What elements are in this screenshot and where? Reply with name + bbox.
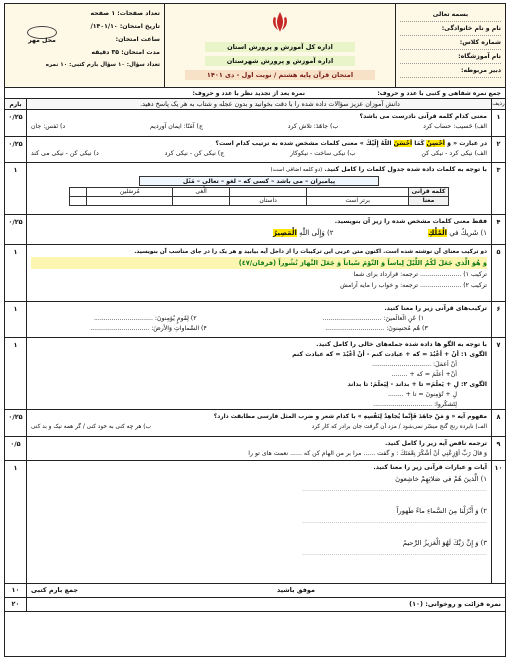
translation-line[interactable]: وَ قالَ رَبِّ أَوْزِعْنِي أَنْ أَشْكُرَ نِعْمَتَكَ : و گفت ...... مرا بر من الهام کن که ...... نعمت های تو را [248, 450, 487, 457]
question-text: فقط معنی کلمات مشخص شده را زیر آن بنویسید. [334, 218, 487, 225]
options-row [31, 122, 487, 132]
question-7 [5, 338, 505, 410]
option-d[interactable]: د) نَفس: جان [31, 123, 66, 130]
question-8 [5, 410, 505, 437]
question-count: تعداد سؤال: ۱۰ سؤال بارم کتبی: ۱۰ نمره [45, 62, 160, 68]
question-text: آیات و عبارات قرآنی زیر را معنا کنید. [373, 464, 487, 471]
question-text: دو ترکیب معنای آن نوشته شده است. اکنون متن عربی این ترکیبات را از داخل آیه بیابید و هر یک را در جای مناسب آن بنویسید. [134, 249, 487, 255]
phrase-b: ۲) وَإِلَى اللَّهِ الْمَصِيرُ [273, 229, 334, 237]
exam-date: تاریخ امتحان: ۱۴۰۱/۱۰/ [90, 23, 160, 30]
question-text: ترجمه ناقص آیه زیر را کامل کنید. [384, 440, 487, 447]
index-header: ردیف [491, 99, 505, 110]
combination-2[interactable]: ترکیب ۲) ..................... ترجمه: و خواب را مایه آرامش [340, 282, 487, 289]
word-table [69, 187, 449, 206]
option-b[interactable]: ب) جاهَدَ: تلاش کرد [287, 123, 339, 130]
class-field: شماره کلاس: [400, 36, 501, 50]
table-cell[interactable] [70, 188, 87, 197]
table-cell: ألْغی [173, 188, 230, 197]
question-score: ۱ [5, 302, 27, 337]
exam-sheet [4, 3, 506, 657]
phrase-row [31, 227, 487, 240]
table-cell[interactable] [173, 197, 230, 206]
answer-line[interactable]: .............................................................................................. [302, 486, 487, 493]
question-number: ۱ [491, 110, 505, 136]
exam-duration: مدت امتحان: ۳۵ دقیقه [91, 49, 160, 56]
column-header [5, 99, 505, 110]
question-number: ۶ [491, 302, 505, 337]
question-text: در عبارت « وَ أَحْسِنْ كَمَا أَحْسَنَ اللَّهُ إِلَيْكَ » معنی کلمات مشخص شده به ترتیب کدام است؟ [215, 140, 487, 147]
question-text: ترکیب‌های قرآنی زیر را معنا کنید. [384, 305, 487, 312]
item-1[interactable]: ۱) عَنِ الْعالَمينَ: .............................. [322, 315, 425, 322]
barem-header: بارم [5, 99, 27, 110]
verse-3: ۳) وَ إِنَّ رَبَّكَ لَهُوَ الْعَزيزُ الرَّحيمُ [402, 539, 487, 547]
oral-score-value: ۲۰ [5, 598, 27, 611]
pages-count: تعداد صفحات: ۱ صفحه [90, 10, 160, 17]
question-9 [5, 437, 505, 461]
school-field: نام آموزشگاه: [400, 50, 501, 64]
table-cell[interactable] [87, 197, 173, 206]
exam-header [5, 4, 505, 88]
good-luck: موفق باشید [276, 586, 315, 594]
option-a[interactable]: الف) نیکی کرد - نیکی کن [421, 150, 487, 157]
question-5 [5, 245, 505, 302]
option-d[interactable]: د) نیکی کن - نیکی می کند [31, 150, 99, 157]
question-10 [5, 461, 505, 584]
question-1 [5, 110, 505, 137]
items-row-2 [31, 324, 487, 334]
bismillah: بسمه تعالی [400, 8, 501, 22]
question-score: ۰/۲۵ [5, 137, 27, 162]
option-b[interactable]: ب) نیکی ساخت - نیکوکار [290, 150, 356, 157]
iran-emblem-icon [268, 10, 292, 34]
verse-2: ۲) وَ أَنْزَلْنا مِنَ السَّماءِ ماءً طَهوراً [396, 507, 487, 515]
question-score: ۱ [5, 163, 27, 214]
total-score-label: جمع نمره شفاهی و کتبی با عدد و حروف: [377, 90, 501, 97]
question-number: ۳ [491, 163, 505, 214]
option-c[interactable]: ج) نیکی کن - نیکی کرد [164, 150, 225, 157]
table-cell[interactable] [70, 197, 87, 206]
question-number: ۴ [491, 215, 505, 244]
question-score: ۱ [5, 245, 27, 301]
score-summary-row [5, 88, 505, 99]
row-label: معنا [409, 197, 449, 206]
answer-line[interactable]: .............................................................................................. [302, 518, 487, 525]
question-number: ۲ [491, 137, 505, 162]
name-field: نام و نام خانوادگی: [400, 22, 501, 36]
question-4 [5, 215, 505, 245]
question-3 [5, 163, 505, 215]
question-text: معنی کدام کلمه قرآنی نادرست می باشد؟ [359, 113, 487, 120]
option-a[interactable]: الف) نابرده رنج گنج میسّر نمی‌شود / مزد آن گرفت جان برادر که کار کرد [311, 424, 487, 430]
teacher-field: دبیر مربوطه: [400, 64, 501, 78]
question-2 [5, 137, 505, 163]
question-score: ۰/۲۵ [5, 215, 27, 244]
question-score: ۱ [5, 338, 27, 409]
question-score: ۱ [5, 461, 27, 583]
combination-1[interactable]: ترکیب ۱) ..................... ترجمه: قرارداد برای شما [353, 271, 487, 278]
table-cell: برتر است [307, 197, 409, 206]
phrase-a: ۱) شَريكٌ في الْمُلْكِ [427, 229, 487, 237]
ayah-text: وَ هُوَ الَّذي جَعَلَ لَكُمُ اللَّيْلَ لِباساً وَ النَّوْمَ سُباتاً وَ جَعَلَ النَّهارَ نُشُوراً (فرقان/٤٧) [31, 257, 487, 269]
blank-2[interactable]: أَنْ+ أَعلَمَ = كه + ........ [391, 371, 457, 378]
options-row [31, 149, 487, 159]
question-number: ۷ [491, 338, 505, 409]
question-text: با توجه به الگو ها داده شده جمله‌های خالی را کامل کنید. [316, 341, 487, 348]
option-a[interactable]: الف) حَسیب: حساب کرد [423, 123, 487, 130]
revised-score-label: نمره بعد از تجدید نظر با عدد و حروف: [192, 90, 305, 97]
blank-1[interactable]: أَنْ أَعمَلَ: .............................. [372, 361, 457, 368]
exam-title: امتحان قرآن پایه هشتم / نوبت اول - دی ۱۴۰۱ [185, 70, 375, 80]
option-b[interactable]: ب) هر چه کنی به خود کنی / گر همه نیک و بد کنی [31, 424, 151, 430]
exam-time: ساعت امتحان: [115, 36, 160, 43]
items-row-1 [31, 314, 487, 324]
question-score: ۰/۵ [5, 437, 27, 460]
pattern-1: الگوی ۱: أَنْ + أَعْبُدَ = كه + عبادت كنم - أَنْ أَعْبُدَ = كه عبادت كنم [292, 351, 487, 358]
written-total-row [5, 584, 505, 598]
org-province: اداره کل آموزش و پرورش استان [205, 42, 355, 52]
written-total-label: جمع بارم کتبی [31, 586, 79, 594]
row-label: کلمه قرآنی [409, 188, 449, 197]
table-cell: داستان [229, 197, 306, 206]
oral-score-label: نمره قرائت و روخوانی: (۱۰) [409, 600, 501, 608]
blank-3[interactable]: لِ + تُؤمِنونَ = تا + ........ [387, 391, 457, 398]
answer-line[interactable]: .............................................................................................. [302, 550, 487, 557]
oral-score-row [5, 598, 505, 612]
options-row [31, 422, 487, 432]
org-city: اداره آموزش و پرورش شهرستان [205, 56, 355, 66]
question-text: با توجه به کلمات داده شده جدول کلمات را کامل کنید. (دو کلمه اضافی است) [270, 166, 487, 173]
table-cell: مُرسَلین [87, 188, 173, 197]
question-number: ۹ [491, 437, 505, 460]
table-cell[interactable] [229, 188, 306, 197]
option-c[interactable]: ج) آمَنّا: ایمان آوردیم [150, 123, 203, 130]
exam-meta-box [5, 4, 165, 88]
student-info-box [395, 4, 505, 88]
question-number: ۱۰ [491, 461, 505, 583]
verse-1: ۱) الَّذينَ هُمْ في صَلاتِهِمْ خاشِعونَ [395, 475, 487, 483]
question-number: ۵ [491, 245, 505, 301]
instruction: دانش آموزان عزیز سؤالات داده شده را با دقت بخوانید و بدون عجله و شتاب به هر یک پاسخ دهید. [140, 100, 400, 108]
question-score: ۰/۲۵ [5, 410, 27, 436]
question-number: ۸ [491, 410, 505, 436]
item-2[interactable]: ۲) لِقَومٍ يُؤمِنونَ: .............................. [93, 315, 197, 322]
question-score: ۰/۲۵ [5, 110, 27, 136]
pattern-2: الگوی ۲: لِ + يَعلَمَ= تا + بداند - لِيَعلَمَ: تا بداند [347, 381, 487, 388]
blank-4[interactable]: لِتَشكُروا: .............................. [373, 401, 457, 408]
seal-stamp: محل مهر [27, 26, 57, 39]
written-total-value: ۱۰ [5, 584, 27, 597]
question-6 [5, 302, 505, 338]
item-4[interactable]: ۴) السَّماواتِ وَالأَرضَ: .............................. [90, 325, 207, 332]
exam-title-block [165, 4, 395, 88]
table-cell[interactable] [307, 188, 409, 197]
item-3[interactable]: ۳) هُم مُحسِنونَ: .............................. [325, 325, 428, 332]
word-bank: پیامبران – می باشد – کسی که – لغو – تعالی – مَثَل [139, 176, 379, 186]
question-text: مفهوم آیه « وَ مَنْ جاهَدَ فَإِنَّما يُجاهِدُ لِنَفْسِهِ » با کدام شعر و ضرب المثل فارسی مطابقت دارد؟ [213, 414, 487, 420]
